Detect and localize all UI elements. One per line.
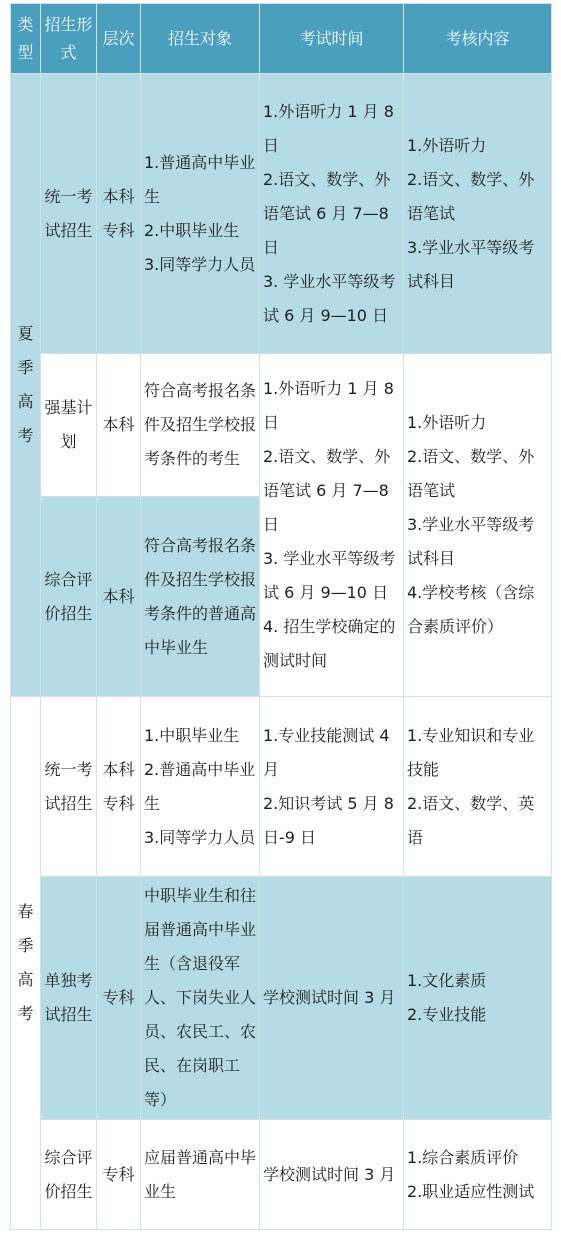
header-form: 招生形式 xyxy=(41,4,97,74)
header-content: 考核内容 xyxy=(404,4,552,74)
table-row xyxy=(11,354,552,497)
cell-time: 学校测试时间 3 月 xyxy=(260,877,404,1120)
cell-time: 1.专业技能测试 4 月 2.知识考试 5 月 8 日-9 日 xyxy=(260,697,404,877)
cell-time: 学校测试时间 3 月 xyxy=(260,1120,404,1230)
cell-form: 综合评价招生 xyxy=(41,497,97,697)
cell-target: 1.中职毕业生 2.普通高中毕业生 3.同等学力人员 xyxy=(141,697,260,877)
table-row xyxy=(11,1120,552,1230)
header-type: 类型 xyxy=(11,4,41,74)
header-row xyxy=(11,4,552,74)
header-level: 层次 xyxy=(97,4,141,74)
admissions-table xyxy=(10,3,552,1230)
cell-time: 1.外语听力 1 月 8 日 2.语文、数学、外语笔试 6 月 7—8 日 3. 学业水平等级考试 6 月 9—10 日 xyxy=(260,74,404,354)
cell-level: 专科 xyxy=(97,877,141,1120)
cell-time-shared: 1.外语听力 1 月 8 日 2.语文、数学、外语笔试 6 月 7—8 日 3. 学业水平等级考试 6 月 9—10 日 4. 招生学校确定的测试时间 xyxy=(260,354,404,697)
cell-level: 专科 xyxy=(97,1120,141,1230)
cell-target: 中职毕业生和往届普通高中毕业生（含退役军人、下岗失业人员、农民工、农民、在岗职工等） xyxy=(141,877,260,1120)
cell-target: 符合高考报名条件及招生学校报考条件的普通高中毕业生 xyxy=(141,497,260,697)
cell-content: 1.外语听力 2.语文、数学、外语笔试 3.学业水平等级考试科目 xyxy=(404,74,552,354)
cell-form: 强基计划 xyxy=(41,354,97,497)
cell-content: 1.综合素质评价 2.职业适应性测试 xyxy=(404,1120,552,1230)
cell-form: 统一考试招生 xyxy=(41,697,97,877)
table-row xyxy=(11,74,552,354)
group-label-summer: 夏季高考 xyxy=(11,74,41,697)
cell-level: 本科专科 xyxy=(97,697,141,877)
table-row xyxy=(11,697,552,877)
cell-level: 本科专科 xyxy=(97,74,141,354)
table-row xyxy=(11,877,552,1120)
cell-target: 应届普通高中毕业生 xyxy=(141,1120,260,1230)
header-target: 招生对象 xyxy=(141,4,260,74)
cell-form: 统一考试招生 xyxy=(41,74,97,354)
cell-target: 符合高考报名条件及招生学校报考条件的考生 xyxy=(141,354,260,497)
group-label-spring: 春季高考 xyxy=(11,697,41,1230)
cell-form: 综合评价招生 xyxy=(41,1120,97,1230)
cell-target: 1.普通高中毕业生 2.中职毕业生 3.同等学力人员 xyxy=(141,74,260,354)
cell-content-shared: 1.外语听力 2.语文、数学、外语笔试 3.学业水平等级考试科目 4.学校考核（含综合素质评价） xyxy=(404,354,552,697)
header-time: 考试时间 xyxy=(260,4,404,74)
cell-level: 本科 xyxy=(97,497,141,697)
cell-form: 单独考试招生 xyxy=(41,877,97,1120)
cell-content: 1.文化素质 2.专业技能 xyxy=(404,877,552,1120)
cell-level: 本科 xyxy=(97,354,141,497)
cell-content: 1.专业知识和专业技能 2.语文、数学、英语 xyxy=(404,697,552,877)
